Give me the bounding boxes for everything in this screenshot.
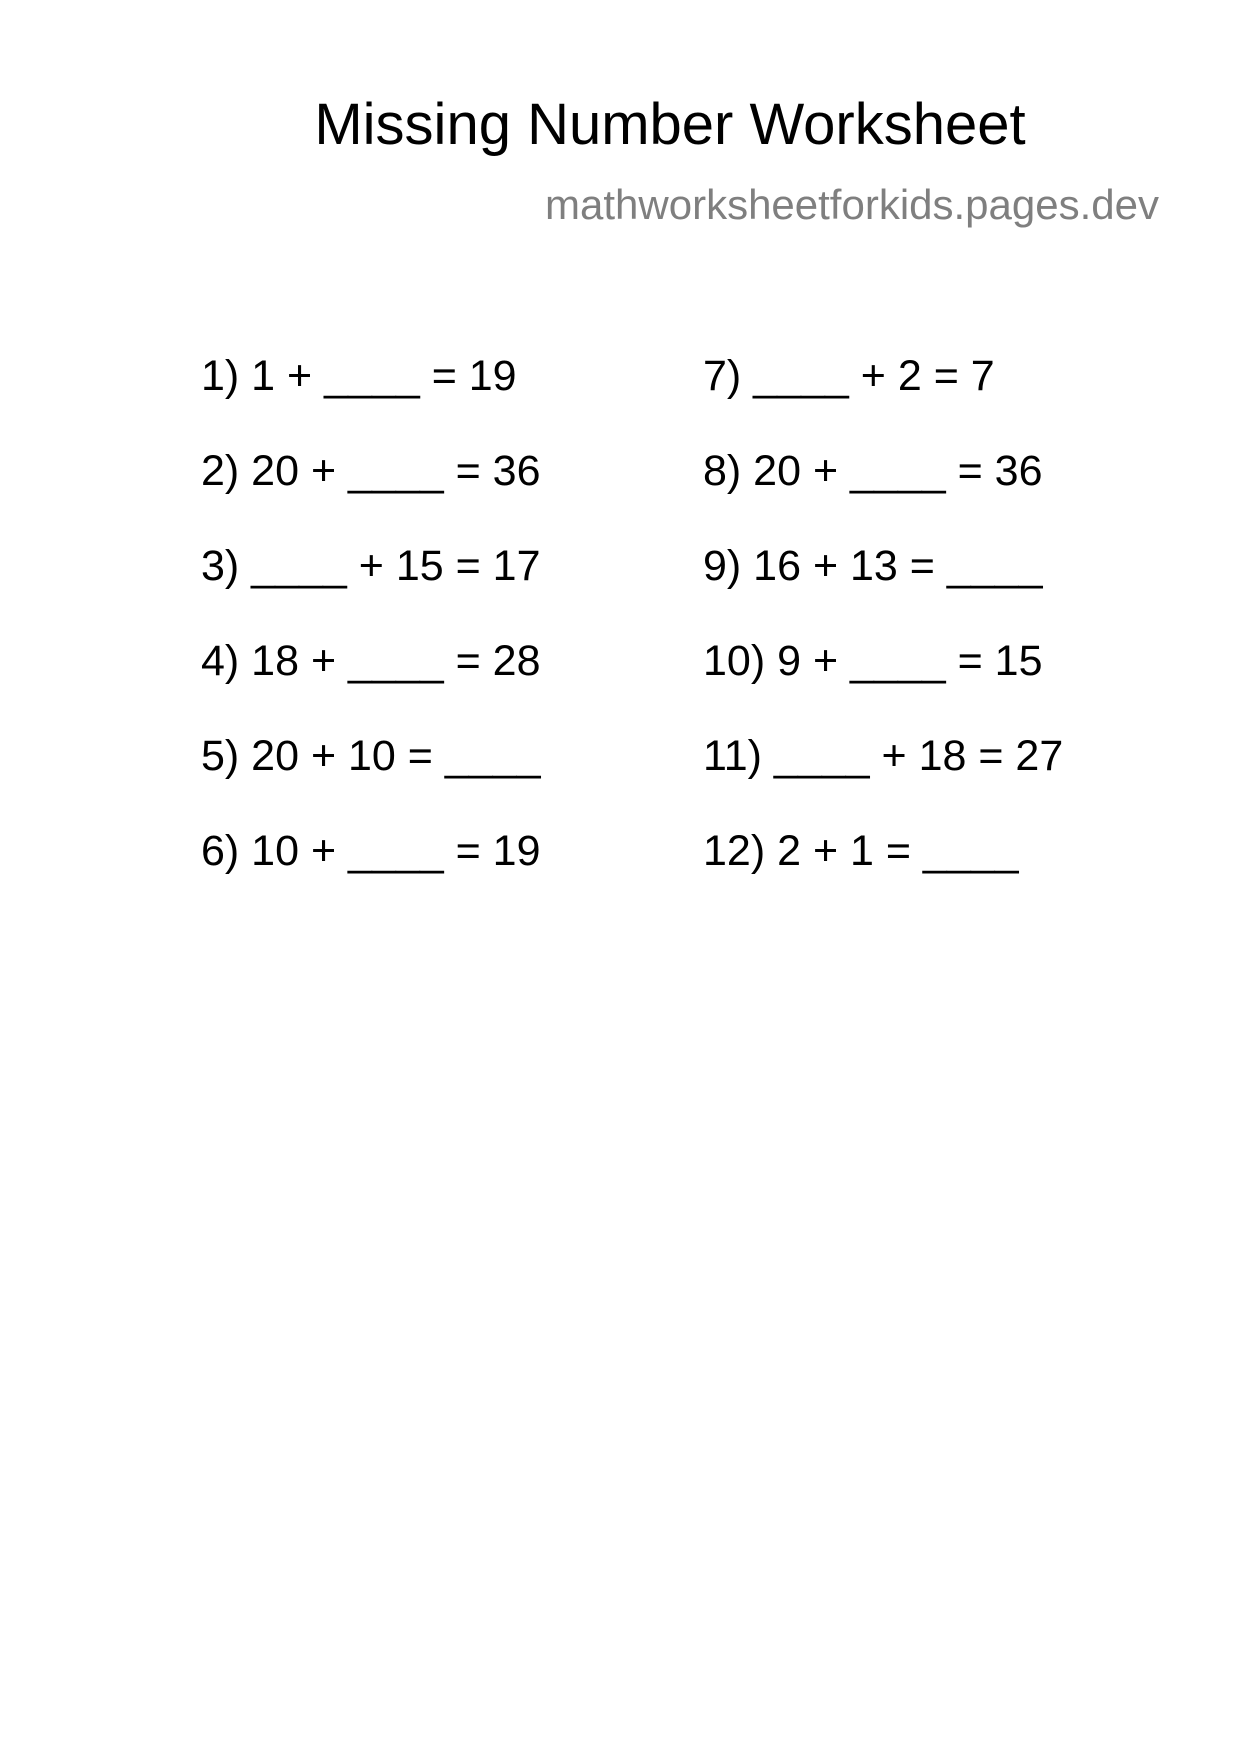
problem-item: 7) ____ + 2 = 7 — [703, 352, 995, 400]
problem-item: 1) 1 + ____ = 19 — [201, 352, 517, 400]
problem-item: 5) 20 + 10 = ____ — [201, 732, 541, 780]
problem-item: 2) 20 + ____ = 36 — [201, 447, 541, 495]
problem-item: 11) ____ + 18 = 27 — [703, 732, 1064, 780]
source-url: mathworksheetforkids.pages.dev — [545, 181, 1159, 228]
page-title: Missing Number Worksheet — [314, 92, 1026, 157]
problem-item: 12) 2 + 1 = ____ — [703, 827, 1019, 875]
problem-item: 4) 18 + ____ = 28 — [201, 637, 541, 685]
problem-item: 9) 16 + 13 = ____ — [703, 542, 1043, 590]
problem-item: 10) 9 + ____ = 15 — [703, 637, 1043, 685]
problem-item: 8) 20 + ____ = 36 — [703, 447, 1043, 495]
problem-item: 6) 10 + ____ = 19 — [201, 827, 541, 875]
problem-item: 3) ____ + 15 = 17 — [201, 542, 541, 590]
